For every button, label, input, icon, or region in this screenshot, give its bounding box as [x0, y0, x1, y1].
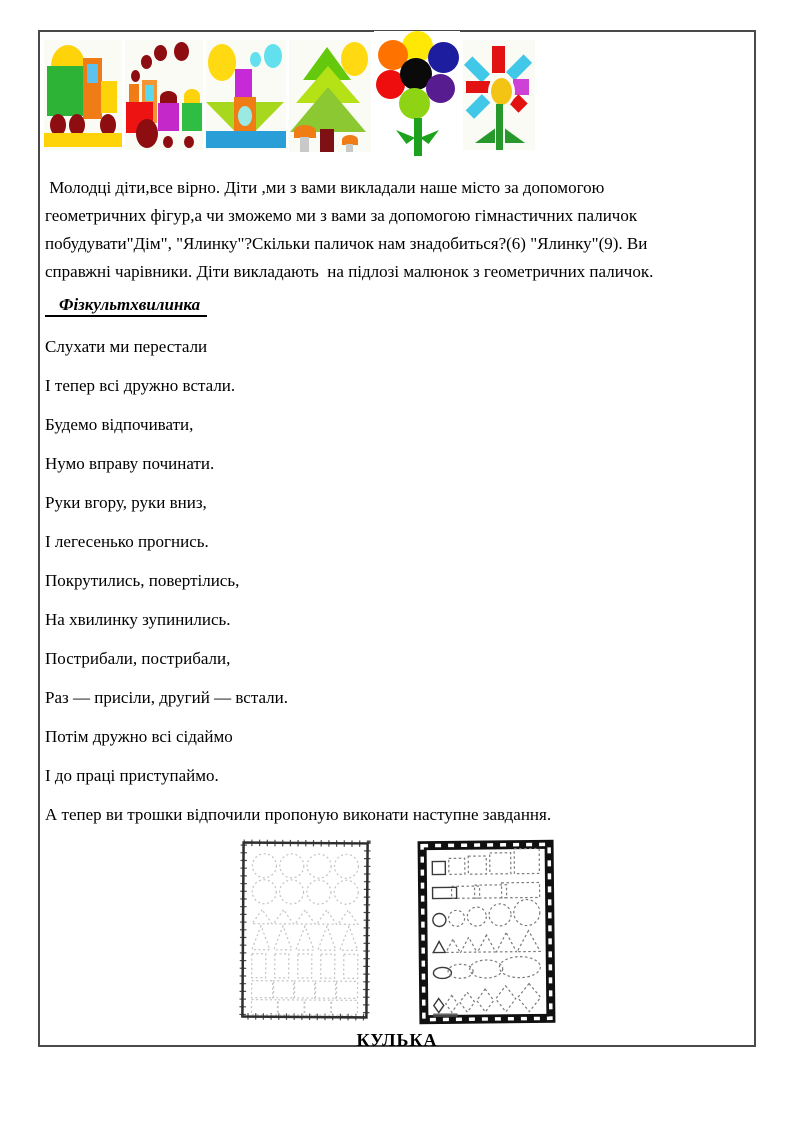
poem-line: І до праці приступаймо. [45, 766, 219, 785]
picture-shape [420, 130, 439, 144]
poem-line: На хвилинку зупинились. [45, 610, 231, 629]
shapes-picture-flower-circles [374, 31, 460, 157]
intro-paragraph [45, 174, 748, 286]
picture-shape [44, 133, 122, 147]
intro-line: справжні чарівники. Діти викладають на підлозі малюнок з геометричних паличок. [45, 262, 654, 281]
poem-line: Слухати ми перестали [45, 337, 208, 356]
shapes-picture-truck [44, 40, 122, 150]
picture-shape [300, 137, 309, 152]
poem-line: Потім дружно всі сідаймо [45, 727, 233, 746]
poem-line: Покрутились, повертілись, [45, 571, 240, 590]
picture-shape [141, 55, 152, 69]
picture-shape [184, 89, 200, 103]
exercise-heading-text: Фізкультхвилинка [45, 295, 207, 317]
shapes-picture-boat [206, 40, 286, 150]
exercise-heading [45, 295, 754, 321]
trace-dotted-shapes-worksheet [239, 840, 370, 1021]
poem [40, 336, 754, 787]
picture-shape [47, 66, 84, 116]
picture-shape [101, 81, 117, 113]
picture-shape [464, 56, 490, 82]
shapes-picture-flower-petals [463, 40, 535, 150]
picture-shape [158, 103, 179, 131]
picture-shape [506, 54, 532, 80]
picture-shape [466, 94, 491, 119]
poem-line: Будемо відпочивати, [45, 415, 194, 434]
poem-line: Нумо вправу починати. [45, 454, 215, 473]
picture-shape [174, 42, 189, 61]
picture-shape [87, 64, 98, 83]
picture-shape [250, 52, 261, 67]
picture-shape [426, 74, 455, 103]
shapes-picture-train [125, 40, 203, 150]
picture-shape [163, 136, 173, 148]
picture-shape [208, 44, 236, 81]
picture-shape [496, 104, 503, 150]
picture-shape [492, 46, 505, 73]
picture-shape [145, 85, 154, 101]
picture-shape [396, 130, 415, 144]
poem-line: Пострибали, пострибали, [45, 649, 231, 668]
watermark [432, 1013, 457, 1017]
picture-shape [428, 42, 459, 73]
intro-line: Молодці діти,все вірно. Діти ,ми з вами викладали наше місто за допомогою [45, 178, 605, 197]
picture-shape [346, 144, 353, 152]
picture-shape [184, 136, 194, 148]
poem-line: І легесенько прогнись. [45, 532, 209, 551]
bottom-label: КУЛЬКА [356, 1030, 438, 1050]
intro-line: геометричних фігур,а чи зможемо ми з вами за допомогою гімнастичних паличок [45, 206, 638, 225]
picture-shape [513, 79, 529, 95]
picture-shape [399, 88, 430, 119]
trace-growing-shapes-worksheet [417, 839, 556, 1024]
worksheets-row [40, 840, 754, 1024]
picture-shape [414, 118, 422, 156]
content-border-box [38, 30, 756, 1050]
picture-shape [466, 81, 490, 93]
closing-line: А тепер ви трошки відпочили пропоную виконати наступне завдання. [45, 805, 552, 824]
picture-shape [182, 103, 202, 131]
picture-shape [341, 42, 368, 76]
shape-pictures-gallery [44, 40, 754, 158]
shapes-picture-christmas-tree [289, 40, 371, 152]
picture-shape [238, 106, 252, 126]
picture-shape [154, 45, 167, 61]
poem-line: Руки вгору, руки вниз, [45, 493, 207, 512]
picture-shape [136, 119, 158, 148]
picture-shape [264, 44, 282, 68]
picture-shape [320, 129, 334, 152]
picture-shape [505, 126, 525, 143]
poem-line: Раз — присіли, другий — встали. [45, 688, 288, 707]
picture-shape [475, 126, 495, 143]
picture-shape [206, 131, 286, 148]
intro-line: побудувати"Дім", "Ялинку"?Скільки паличок нам знадобиться?(6) "Ялинку"(9). Ви [45, 234, 648, 253]
picture-shape [131, 70, 140, 82]
poem-line: І тепер всі дружно встали. [45, 376, 236, 395]
